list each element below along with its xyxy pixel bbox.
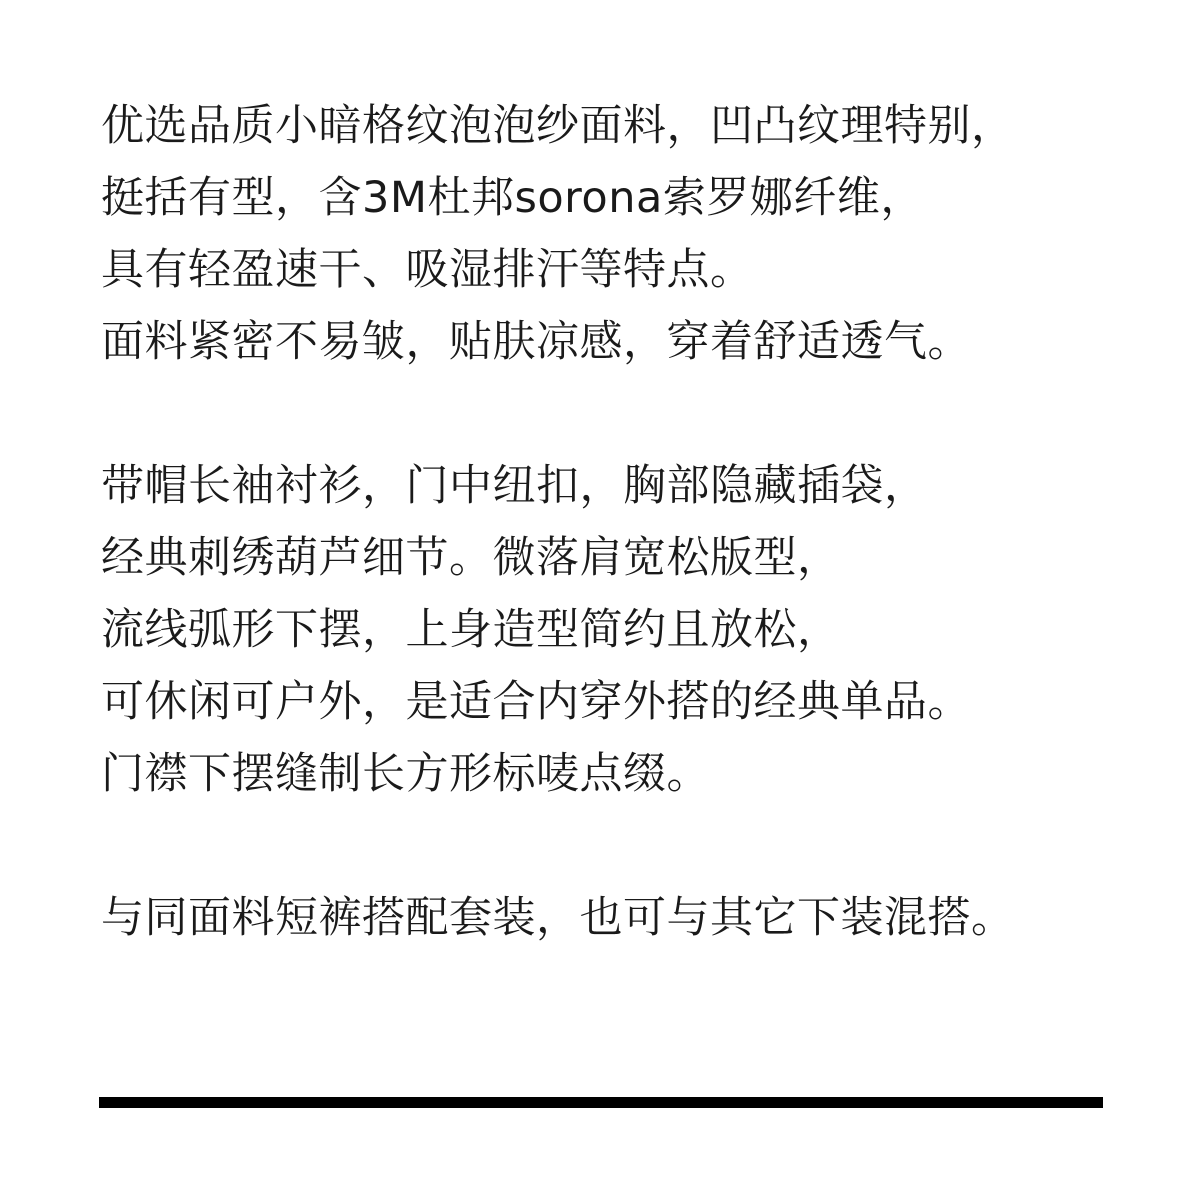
- text-line: 与同面料短裤搭配套装，也可与其它下装混搭。: [101, 893, 1015, 943]
- design-description-paragraph: [101, 450, 971, 810]
- text-line: 经典刺绣葫芦细节。微落肩宽松版型，: [101, 533, 841, 583]
- text-line: 挺括有型，含3M杜邦sorona索罗娜纤维，: [101, 173, 924, 223]
- bottom-divider: [99, 1097, 1103, 1108]
- text-line: 优选品质小暗格纹泡泡纱面料，凹凸纹理特别，: [101, 101, 1015, 151]
- text-line: 带帽长袖衬衫，门中纽扣，胸部隐藏插袋，: [101, 461, 928, 511]
- text-line: 具有轻盈速干、吸湿排汗等特点。: [101, 245, 754, 295]
- text-line: 面料紧密不易皱，贴肤凉感，穿着舒适透气。: [101, 317, 971, 367]
- fabric-description-paragraph: [101, 90, 1015, 378]
- styling-suggestion-paragraph: [101, 882, 1015, 954]
- text-line: 门襟下摆缝制长方形标唛点缀。: [101, 749, 710, 799]
- text-line: 流线弧形下摆，上身造型简约且放松，: [101, 605, 841, 655]
- text-line: 可休闲可户外，是适合内穿外搭的经典单品。: [101, 677, 971, 727]
